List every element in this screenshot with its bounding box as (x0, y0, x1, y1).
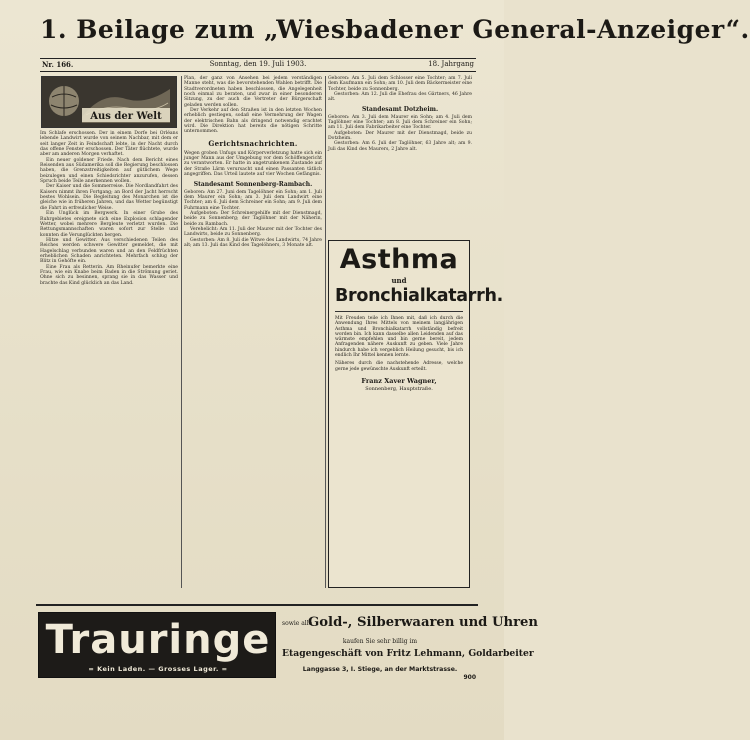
issue-date: Sonntag, den 19. Juli 1903. (209, 60, 307, 68)
article-paragraph: Ein neuer goldener Friede. Nach dem Bericht eines Reisenden aus Südamerika soll die Regierung beschlossen haben, die Grenzstreitigkeiten auf gütlichem Wege beizulegen und einen Schiedsrichter anzurufen, dessen Spruch beide Teile anerkennen wollen. (40, 157, 178, 185)
registry-paragraph: Gestorben: Am 6. Juli der Taglöhner, 63 Jahre alt; am 9. Juli das Kind des Maurers, 2 Jahre alt. (328, 141, 472, 152)
jeweler-advertisement (36, 604, 539, 710)
registry-paragraph: Verehelicht: Am 11. Juli der Maurer mit der Tochter des Landwirts, beide zu Sonnenberg. (184, 226, 322, 238)
registry-paragraph: Geboren: Am 3. Juli dem Maurer ein Sohn; am 4. Juli dem Taglöhner eine Tochter; am 8. Juli dem Schreiner ein Sohn; am 11. Juli dem Fabrikarbeiter eine Tochter. (328, 114, 472, 131)
masthead-title: 1. Beilage zum „Wiesbadener General-Anzeiger“. (40, 15, 750, 44)
registry-paragraph: Geboren: Am 5. Juli dem Schlosser eine Tochter; am 7. Juli dem Kaufmann ein Sohn; am 10. Juli dem Bäckermeister eine Tochter, beide zu Sonnenberg. (328, 76, 472, 92)
article-paragraph: Eine Frau als Retterin. Am Rheinufer bemerkte eine Frau, wie ein Knabe beim Baden in die Strömung geriet. Ohne sich zu besinnen, sprang sie in das Wasser und brachte das Kind glücklich an das Land. (40, 264, 178, 286)
kaufen-text: kaufen Sie sehr billig im (342, 638, 418, 645)
ad-headline-2: Bronchialkatarrh. (335, 286, 503, 306)
section-heading-registry-dotzheim: Standesamt Dotzheim. (361, 105, 439, 113)
ad-divider (335, 311, 463, 312)
sowie-text: sowie alle (282, 620, 313, 627)
article-paragraph: Hitze und Gewitter. Aus verschiedenen Teilen des Reiches werden schwere Gewitter gemeldet, die mit Hagelschlag verbunden waren und an den Feldfrüchten erheblichen Schaden anrichteten. Mehrfach schlug der Blitz in Gehöfte ein. (40, 237, 178, 265)
dateline (40, 58, 476, 72)
section-heading-registry: Standesamt Sonnenberg-Rambach. (193, 180, 313, 188)
emblem-illustration (42, 77, 176, 127)
article-paragraph: Plan, der ganz von Ansehen bei jedem verständigen Manne steht, was die bevorstehenden Wahlen betrifft. Die Stadtverordneten haben beschlossen, die Angelegenheit noch einmal zu beraten, und zwar in einer besonderen Sitzung, zu der auch die Vertreter der Bürgerschaft geladen werden sollen. (184, 76, 322, 108)
section-emblem (41, 76, 177, 128)
trauringe-word: Trauringe (45, 617, 271, 663)
ad-body-text: Mit Freuden teile ich Ihnen mit, daß ich durch die Anwendung Ihres Mittels von meinem langjährigen Asthma und Bronchialkatarrh vollständig befreit worden bin. Ich kann dasselbe allen Leidenden auf das wärmste empfehlen und bin gerne bereit, jedem Anfragenden nähere Auskunft zu geben. Viele Jahre hindurch habe ich vergeblich Heilung gesucht, bis ich endlich Ihr Mittel kennen lernte. (335, 316, 463, 359)
column-3 (328, 76, 472, 236)
gold-silver-heading: Gold-, Silberwaaren und Uhren (308, 615, 539, 630)
column-rule (181, 76, 182, 588)
jeweler-details (282, 612, 539, 710)
ad-address: Sonnenberg, Hauptstraße. (365, 385, 433, 392)
shop-name: Etagengeschäft von Fritz Lehmann, Goldarbeiter (282, 648, 534, 659)
registry-paragraph: Gestorben: Am 8. Juli die Witwe des Landwirts, 74 Jahre alt; am 13. Juli das Kind des Tagelöhners, 3 Monate alt. (184, 237, 322, 248)
ad-body-text-2: Näheres durch die nachstehende Adresse, welche gerne jede gewünschte Auskunft erteilt. (335, 361, 463, 372)
ad-firm-name: Franz Xaver Wagner, (361, 376, 437, 385)
ad-conjunction: und (391, 276, 407, 285)
column-1 (40, 76, 178, 588)
registry-paragraph: Gestorben: Am 12. Juli die Ehefrau des Gärtners, 46 Jahre alt. (328, 92, 472, 103)
ad-headline: Asthma (339, 244, 459, 275)
registry-paragraph: Aufgeboten: Der Maurer mit der Dienstmagd, beide zu Dotzheim. (328, 130, 472, 142)
issue-number: Nr. 166. (42, 60, 74, 69)
registry-paragraph: Geboren: Am 27. Juni dem Tagelöhner ein Sohn; am 1. Juli dem Maurer ein Sohn; am 3. Juli dem Landwirt eine Tochter; am 6. Juli dem Schreiner ein Sohn; am 9. Juli dem Fuhrmann eine Tochter. (184, 189, 322, 211)
emblem-label: Aus der Welt (90, 111, 162, 122)
trauringe-banner (38, 612, 276, 678)
court-paragraph: Wegen groben Unfugs und Körperverletzung hatte sich ein junger Mann aus der Umgebung vor dem Schöffengericht zu verantworten. Er hatte in angetrunkenem Zustande auf der Straße Lärm verursacht und einen Passanten tätlich angegriffen. Das Urteil lautete auf vier Wochen Gefängnis. (184, 150, 322, 178)
asthma-advertisement (328, 240, 503, 588)
page-number: 900 (463, 674, 476, 681)
article-paragraph: Ein Unglück im Bergwerk. In einer Grube des Ruhrgebietes ereignete sich eine Explosion schlagender Wetter, wobei mehrere Bergleute verletzt wurden. Die Rettungsmannschaften waren sofort zur Stelle und konnten die Verunglückten bergen. (40, 211, 178, 238)
article-paragraph: Der Kaiser und die Sommerreise. Die Nordlandfahrt des Kaisers nimmt ihren Fortgang; an Bord der Jacht herrscht bestes Wohlsein. Die Begleitung des Monarchen ist die gleiche wie in früheren Jahren, und das Wetter begünstigt die Fahrt in erfreulicher Weise. (40, 184, 178, 211)
article-paragraph: Im Schlafe erschossen. Der in einem Dorfe bei Orléans lebende Landwirt wurde von seinem Nachbar, mit dem er seit langer Zeit in Feindschaft lebte, in der Nacht durch das offene Fenster erschossen. Der Täter flüchtete, wurde aber am anderen Morgen verhaftet. (40, 131, 178, 158)
volume-year: 18. Jahrgang (428, 60, 474, 68)
column-2 (184, 76, 322, 588)
article-paragraph: Der Verkehr auf den Straßen ist in den letzten Wochen erheblich gestiegen, sodaß eine Vermehrung der Wagen der elektrischen Bahn als dringend notwendig erachtet wird. Die Direktion hat bereits die nötigen Schritte unternommen. (184, 108, 322, 135)
trauringe-tagline: = Kein Laden. — Grosses Lager. = (88, 665, 228, 673)
registry-paragraph: Aufgeboten: Der Schreinergehilfe mit der Dienstmagd, beide zu Sonnenberg; der Taglöhner mit der Näherin, beide zu Rambach. (184, 210, 322, 227)
section-heading-court: Gerichtsnachrichten. (208, 138, 298, 148)
shop-address: Langgasse 3, I. Stiege, an der Marktstrasse. (302, 666, 458, 673)
column-rule (325, 76, 326, 588)
